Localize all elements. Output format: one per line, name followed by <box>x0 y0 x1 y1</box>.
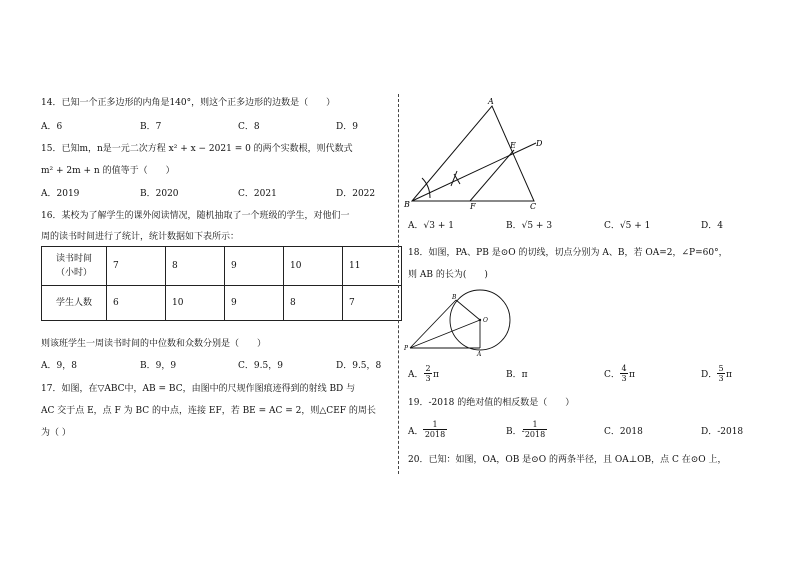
fraction-denominator: 2018 <box>424 430 446 439</box>
fraction-numerator: 4 <box>621 364 627 373</box>
q17-option-c: C．√5 + 1 <box>604 221 651 231</box>
q17-line2: AC 交于点 E，点 F 为 BC 的中点，连接 EF，若 BE = AC = 2，则△CEF 的周长 <box>41 406 376 416</box>
table-header-cell <box>42 247 107 286</box>
table-cell: 8 <box>166 247 225 286</box>
triangle-abc <box>412 106 534 201</box>
radius-ob <box>456 300 480 320</box>
fraction-denominator: 3 <box>621 374 627 383</box>
q16-after: 则该班学生一周读书时间的中位数和众数分别是（ ） <box>41 339 267 349</box>
table-cell: 11 <box>343 247 402 286</box>
construction-cross <box>451 171 460 186</box>
q15-option-b: B．2020 <box>140 189 179 199</box>
q19-option-b-fraction <box>523 420 547 439</box>
q15-option-c: C．2021 <box>238 189 277 199</box>
table-row <box>42 286 402 321</box>
circle-tangent-figure <box>404 290 514 360</box>
q14-option-a: A．6 <box>41 122 63 132</box>
q18-option-b: B．π <box>506 370 528 380</box>
q16-option-c: C．9.5，9 <box>238 361 283 371</box>
q18-option-a-prefix: A． <box>408 370 424 380</box>
label-a: A <box>477 351 482 358</box>
table-cell: 10 <box>284 247 343 286</box>
q17-option-a: A．√3 + 1 <box>408 221 454 231</box>
column-divider <box>398 94 399 474</box>
q18-line1: 18．如图，PA、PB 是⊙O 的切线，切点分别为 A、B，若 OA=2，∠P=60°， <box>408 248 728 258</box>
q19-option-c: C．2018 <box>604 427 643 437</box>
label-e: E <box>510 141 516 150</box>
q14-option-c: C．8 <box>238 122 260 132</box>
q14-option-b: B．7 <box>140 122 162 132</box>
table-cell: 8 <box>284 286 343 321</box>
label-f: F <box>470 202 476 211</box>
q19-option-a-fraction <box>423 420 447 439</box>
q19-option-b-prefix: B．- <box>506 427 525 437</box>
fraction-denominator: 3 <box>718 374 724 383</box>
q17-line1: 17．如图，在▽ABC中，AB = BC，由图中的尺规作图痕迹得到的射线 BD 与 <box>41 384 356 394</box>
tangent-pb <box>410 300 456 348</box>
triangle-figure <box>400 94 550 210</box>
reading-time-table <box>41 246 402 321</box>
q19-option-d: D．-2018 <box>701 427 744 437</box>
fraction-numerator: 1 <box>432 420 438 429</box>
q14-stem: 14．已知一个正多边形的内角是140°，则这个正多边形的边数是（ ） <box>41 98 336 108</box>
q18-option-c-suffix: π <box>629 370 635 380</box>
q15-line1: 15．已知m，n是一元二次方程 x² + x − 2021 = 0 的两个实数根，则代数式 <box>41 144 353 154</box>
label-p: P <box>404 345 409 352</box>
q18-option-a-fraction <box>424 364 432 383</box>
q19-option-a-prefix: A． <box>408 427 424 437</box>
table-cell: 9 <box>225 286 284 321</box>
table-header-cell: 学生人数 <box>42 286 107 321</box>
q18-option-d-fraction <box>717 364 725 383</box>
fraction-numerator: 5 <box>718 364 724 373</box>
q15-option-d: D．2022 <box>336 189 376 199</box>
table-header-line: （小时） <box>55 268 92 278</box>
center-point <box>479 319 481 321</box>
table-row <box>42 247 402 286</box>
q18-option-c-prefix: C． <box>604 370 620 380</box>
table-header-line: 读书时间 <box>55 254 92 264</box>
fraction-denominator: 3 <box>425 374 431 383</box>
q14-option-d: D．9 <box>336 122 358 132</box>
q18-option-d-suffix: π <box>726 370 732 380</box>
fraction-numerator: 2 <box>425 364 431 373</box>
q18-option-d-prefix: D． <box>701 370 718 380</box>
q19-stem: 19．-2018 的绝对值的相反数是（ ） <box>408 398 575 408</box>
q16-option-b: B．9，9 <box>140 361 177 371</box>
label-a: A <box>488 97 494 106</box>
q15-option-a: A．2019 <box>41 189 80 199</box>
ray-bd <box>412 143 536 201</box>
label-b: B <box>404 200 410 209</box>
table-cell: 10 <box>166 286 225 321</box>
q17-line3: 为（ ） <box>41 428 71 438</box>
table-cell: 6 <box>107 286 166 321</box>
q15-line2: m² + 2m + n 的值等于（ ） <box>41 166 175 176</box>
q16-line1: 16．某校为了解学生的课外阅读情况，随机抽取了一个班级的学生，对他们一 <box>41 211 350 221</box>
segment-ef <box>470 150 514 201</box>
label-d: D <box>536 139 543 148</box>
label-o: O <box>483 317 488 324</box>
q16-option-a: A．9，8 <box>41 361 77 371</box>
label-b: B <box>452 294 457 301</box>
table-cell: 7 <box>107 247 166 286</box>
fraction-denominator: 2018 <box>524 430 546 439</box>
q17-option-b: B．√5 + 3 <box>506 221 553 231</box>
q17-option-d: D．4 <box>701 221 723 231</box>
q18-option-a-suffix: π <box>433 370 439 380</box>
table-cell: 9 <box>225 247 284 286</box>
label-c: C <box>530 202 537 211</box>
q16-option-d: D．9.5，8 <box>336 361 382 371</box>
table-cell: 7 <box>343 286 402 321</box>
fraction-numerator: 1 <box>532 420 538 429</box>
q18-option-c-fraction <box>620 364 628 383</box>
q20-stem: 20．已知：如图，OA，OB 是⊙O 的两条半径，且 OA⊥OB，点 C 在⊙O 上， <box>408 455 727 465</box>
q18-line2: 则 AB 的长为( ) <box>408 270 488 280</box>
segment-po <box>410 320 480 348</box>
q16-line2: 周的读书时间进行了统计，统计数据如下表所示： <box>41 232 240 242</box>
